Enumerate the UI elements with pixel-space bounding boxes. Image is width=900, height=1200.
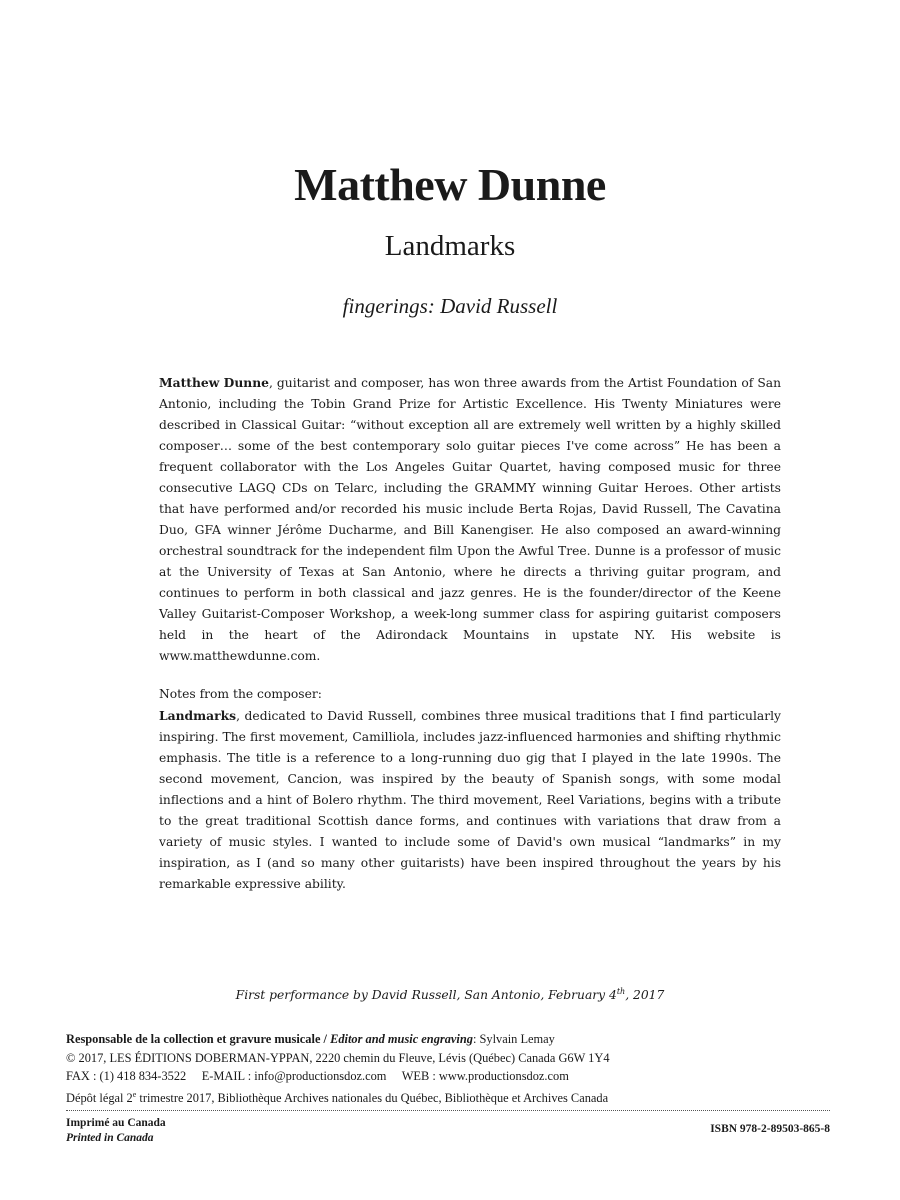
printed-en: Printed in Canada bbox=[66, 1132, 154, 1144]
legal-deposit-post: trimestre 2017, Bibliothèque Archives nationales du Québec, Bibliothèque et Archives Canada bbox=[136, 1090, 609, 1105]
bio-name: Matthew Dunne bbox=[159, 375, 269, 390]
first-performance-sup: th bbox=[616, 987, 626, 996]
legal-deposit-sup: e bbox=[132, 1089, 137, 1099]
editor-label-sep: / bbox=[320, 1032, 331, 1046]
composer-biography bbox=[159, 372, 781, 667]
editor-credit bbox=[66, 1030, 836, 1049]
notes-heading: Notes from the composer: bbox=[159, 687, 322, 701]
composer-notes bbox=[159, 705, 781, 895]
composer-name: Matthew Dunne bbox=[294, 159, 606, 210]
bio-text: , guitarist and composer, has won three awards from the Artist Foundation of San Antonio, including the Tobin Grand Prize for Artistic Excellence. His Twenty Miniatures were described in Classical Guitar: “without exception all are extremely well written by a highly skilled composer… some of the best contemporary solo guitar pieces I've come across” He has been a frequent collaborator with the Los Angeles Guitar Quartet, having composed music for three consecutive LAGQ CDs on Telarc, including the GRAMMY winning Guitar Heroes. Other artists that have performed and/or recorded his music include Berta Rojas, David Russell, The Cavatina Duo, GFA winner Jérôme Ducharme, and Bill Kanengiser. He also composed an award-winning orchestral soundtrack for the independent film Upon the Awful Tree. Dunne is a professor of music at the University of Texas at San Antonio, where he directs a thriving guitar program, and continues to perform in both classical and jazz genres. He is the founder/director of the Keene Valley Guitarist-Composer Workshop, a week-long summer class for aspiring guitarist composers held in the heart of the Adirondack Mountains in upstate NY. His website is www.matthewdunne.com. bbox=[159, 376, 781, 663]
publisher-credits bbox=[66, 1030, 836, 1107]
printed-fr: Imprimé au Canada bbox=[66, 1117, 166, 1129]
isbn: ISBN 978-2-89503-865-8 bbox=[710, 1123, 830, 1135]
footer-divider bbox=[66, 1110, 830, 1111]
editor-label-fr: Responsable de la collection et gravure musicale bbox=[66, 1032, 321, 1046]
editor-label-en: Editor and music engraving bbox=[330, 1032, 473, 1046]
first-performance-text: First performance by David Russell, San Antonio, February 4 bbox=[235, 988, 617, 1003]
work-title: Landmarks bbox=[384, 230, 516, 262]
fingerings-credit: fingerings: David Russell bbox=[342, 294, 558, 318]
first-performance-year: , 2017 bbox=[625, 988, 665, 1003]
legal-deposit bbox=[66, 1086, 836, 1108]
first-performance bbox=[0, 987, 900, 1002]
legal-deposit-pre: Dépôt légal 2 bbox=[66, 1090, 133, 1105]
editor-name: : Sylvain Lemay bbox=[472, 1032, 555, 1046]
notes-text: , dedicated to David Russell, combines three musical traditions that I find particularly inspiring. The first movement, Camilliola, includes jazz-influenced harmonies and shifting rhythmic emphasis. The title is a reference to a long-running duo gig that I played in the late 1990s. The second movement, Cancion, was inspired by the beauty of Spanish songs, with some modal inflections and a hint of Bolero rhythm. The third movement, Reel Variations, begins with a tribute to the great traditional Scottish dance forms, and continues with variations that draw from a variety of music styles. I wanted to include some of David's own musical “landmarks” in my inspiration, as I (and so many other guitarists) have been inspired throughout the years by his remarkable expressive ability. bbox=[159, 709, 781, 891]
notes-work-title: Landmarks bbox=[159, 708, 237, 723]
contact-line: FAX : (1) 418 834-3522 E-MAIL : info@productionsdoz.com WEB : www.productionsdoz.com bbox=[66, 1069, 569, 1083]
copyright-line: © 2017, LES ÉDITIONS DOBERMAN-YPPAN, 2220 chemin du Fleuve, Lévis (Québec) Canada G6W 1Y4 bbox=[66, 1050, 610, 1065]
printed-in bbox=[66, 1116, 166, 1146]
